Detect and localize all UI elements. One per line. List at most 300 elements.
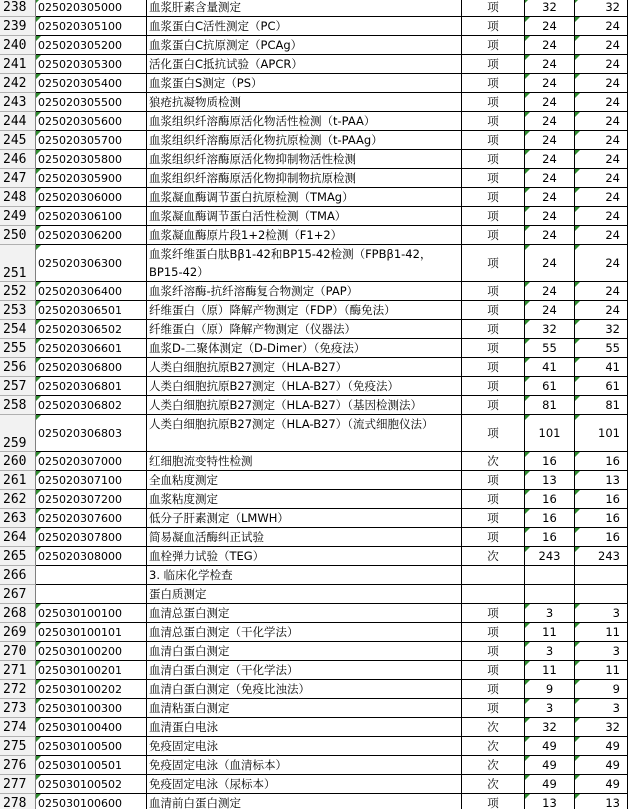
item-name-cell-text: 活化蛋白C抵抗试验（APCR） [149,57,303,71]
item-name-cell[interactable] [147,775,462,794]
item-name-cell[interactable] [147,0,462,17]
unit-cell[interactable] [462,794,525,809]
price-cell[interactable] [525,169,575,188]
item-name-cell[interactable] [147,358,462,377]
price-cell[interactable] [525,93,575,112]
price-cell[interactable] [575,320,628,339]
item-code-cell-text: 025020306000 [38,190,122,204]
price-cell[interactable] [525,377,575,396]
price-cell[interactable] [525,452,575,471]
item-code-cell[interactable] [36,623,147,642]
price-cell[interactable] [575,0,628,17]
unit-cell[interactable] [462,528,525,547]
table-row [0,794,628,809]
price-cell[interactable] [575,528,628,547]
row-number[interactable] [0,775,36,794]
item-name-cell[interactable] [147,547,462,566]
price-cell[interactable] [575,471,628,490]
item-name-cell-text: 血浆蛋白C抗原测定（PCAg） [149,38,303,52]
item-code-cell-text: 025020306802 [38,398,122,412]
item-code-cell-text: 025020305500 [38,95,122,109]
price-cell[interactable] [575,245,628,282]
item-code-cell[interactable] [36,699,147,718]
row-number[interactable] [0,699,36,718]
price-cell[interactable] [525,0,575,17]
price-cell[interactable] [525,547,575,566]
price-cell-text: 32 [605,720,620,734]
row-number[interactable] [0,339,36,358]
item-name-cell[interactable] [147,509,462,528]
row-number[interactable] [0,169,36,188]
item-code-cell[interactable] [36,339,147,358]
item-code-cell[interactable] [36,0,147,17]
unit-cell[interactable] [462,320,525,339]
price-cell[interactable] [525,320,575,339]
row-number[interactable] [0,623,36,642]
item-code-cell[interactable] [36,358,147,377]
row-number[interactable] [0,794,36,809]
price-cell[interactable] [575,74,628,93]
price-cell[interactable] [525,207,575,226]
item-code-cell[interactable] [36,528,147,547]
price-cell[interactable] [575,339,628,358]
row-number-text: 262 [3,491,27,507]
item-name-cell-text: 血浆纤溶酶-抗纤溶酶复合物测定（PAP） [149,284,359,298]
item-name-cell[interactable] [147,74,462,93]
item-name-cell[interactable] [147,320,462,339]
row-number-text: 268 [3,605,27,621]
row-number[interactable] [0,585,36,604]
row-number[interactable] [0,509,36,528]
price-cell[interactable] [525,396,575,415]
row-number[interactable] [0,661,36,680]
unit-cell[interactable] [462,547,525,566]
item-name-cell[interactable] [147,528,462,547]
price-cell[interactable] [525,528,575,547]
item-code-cell[interactable] [36,642,147,661]
price-cell[interactable] [525,112,575,131]
unit-cell[interactable] [462,207,525,226]
item-code-cell[interactable] [36,490,147,509]
price-cell[interactable] [575,566,628,585]
unit-cell[interactable] [462,756,525,775]
row-number[interactable] [0,566,36,585]
item-code-cell[interactable] [36,737,147,756]
row-number-text: 270 [3,643,27,659]
item-name-cell[interactable] [147,245,462,282]
item-code-cell-text: 025020305600 [38,114,122,128]
item-code-cell-text: 025020308000 [38,549,122,563]
item-code-cell[interactable] [36,188,147,207]
item-name-cell-text: 血清总蛋白测定 [149,606,230,620]
row-number[interactable] [0,36,36,55]
unit-cell[interactable] [462,36,525,55]
table-row [0,150,628,169]
item-name-cell[interactable] [147,471,462,490]
item-code-cell[interactable] [36,509,147,528]
price-cell[interactable] [575,169,628,188]
item-name-cell[interactable] [147,17,462,36]
price-cell-text: 49 [542,739,557,753]
item-code-cell[interactable] [36,775,147,794]
row-number[interactable] [0,737,36,756]
row-number[interactable] [0,226,36,245]
price-cell[interactable] [575,547,628,566]
price-cell[interactable] [575,358,628,377]
item-code-cell[interactable] [36,585,147,604]
table-row [0,226,628,245]
unit-cell[interactable] [462,93,525,112]
item-code-cell[interactable] [36,756,147,775]
item-code-cell[interactable] [36,566,147,585]
price-cell[interactable] [575,55,628,74]
item-name-cell[interactable] [147,661,462,680]
table-row [0,528,628,547]
item-code-cell[interactable] [36,471,147,490]
price-cell[interactable] [525,661,575,680]
price-cell[interactable] [575,718,628,737]
item-code-cell[interactable] [36,282,147,301]
item-name-cell[interactable] [147,794,462,809]
unit-cell[interactable] [462,74,525,93]
price-cell-text: 24 [605,57,620,71]
price-cell-text: 32 [542,720,557,734]
unit-cell[interactable] [462,17,525,36]
item-code-cell-text: 025030100400 [38,720,122,734]
price-cell[interactable] [575,699,628,718]
unit-cell[interactable] [462,377,525,396]
price-cell[interactable] [575,680,628,699]
row-number[interactable] [0,207,36,226]
item-code-cell[interactable] [36,604,147,623]
price-cell[interactable] [525,794,575,809]
item-code-cell[interactable] [36,547,147,566]
row-number[interactable] [0,112,36,131]
price-cell-text: 16 [605,530,620,544]
unit-cell[interactable] [462,699,525,718]
item-code-cell[interactable] [36,794,147,809]
unit-cell-text: 项 [487,209,499,223]
item-code-cell[interactable] [36,93,147,112]
unit-cell[interactable] [462,452,525,471]
item-name-cell[interactable] [147,585,462,604]
unit-cell[interactable] [462,471,525,490]
row-number[interactable] [0,282,36,301]
item-name-cell[interactable] [147,396,462,415]
item-code-cell[interactable] [36,661,147,680]
row-number-text: 243 [3,94,27,110]
item-name-cell[interactable] [147,490,462,509]
price-cell[interactable] [525,55,575,74]
price-cell-text: 16 [542,492,557,506]
item-code-cell[interactable] [36,150,147,169]
item-name-cell[interactable] [147,282,462,301]
unit-cell[interactable] [462,585,525,604]
row-number[interactable] [0,55,36,74]
price-cell[interactable] [525,490,575,509]
price-cell[interactable] [525,301,575,320]
item-code-cell-text: 025020306300 [38,256,122,270]
row-number[interactable] [0,756,36,775]
price-cell-text: 243 [538,549,561,563]
item-code-cell[interactable] [36,320,147,339]
item-code-cell[interactable] [36,131,147,150]
item-name-cell[interactable] [147,756,462,775]
price-cell[interactable] [575,226,628,245]
price-cell[interactable] [525,74,575,93]
row-number-text: 275 [3,738,27,754]
price-cell[interactable] [525,131,575,150]
item-name-cell[interactable] [147,93,462,112]
price-cell[interactable] [575,775,628,794]
unit-cell-text: 项 [487,95,499,109]
item-name-cell[interactable] [147,112,462,131]
price-cell[interactable] [575,93,628,112]
item-code-cell[interactable] [36,680,147,699]
row-number[interactable] [0,74,36,93]
unit-cell[interactable] [462,131,525,150]
unit-cell[interactable] [462,339,525,358]
item-name-cell[interactable] [147,377,462,396]
item-name-cell[interactable] [147,131,462,150]
unit-cell[interactable] [462,509,525,528]
price-cell[interactable] [525,188,575,207]
price-cell[interactable] [525,756,575,775]
row-number[interactable] [0,131,36,150]
item-code-cell[interactable] [36,718,147,737]
price-cell-text: 13 [605,796,620,809]
price-cell[interactable] [575,509,628,528]
item-name-cell[interactable] [147,415,462,452]
unit-cell[interactable] [462,245,525,282]
unit-cell-text: 项 [487,606,499,620]
row-number[interactable] [0,642,36,661]
item-code-cell-text: 025020307000 [38,454,122,468]
item-name-cell[interactable] [147,55,462,74]
unit-cell[interactable] [462,188,525,207]
item-code-cell-text: 025020306800 [38,360,122,374]
table-row [0,245,628,282]
unit-cell[interactable] [462,112,525,131]
price-cell[interactable] [575,490,628,509]
unit-cell[interactable] [462,358,525,377]
unit-cell[interactable] [462,604,525,623]
price-cell-text: 24 [605,76,620,90]
row-number[interactable] [0,358,36,377]
price-cell[interactable] [525,150,575,169]
price-cell[interactable] [575,642,628,661]
unit-cell[interactable] [462,55,525,74]
price-cell[interactable] [525,339,575,358]
row-number[interactable] [0,150,36,169]
row-number[interactable] [0,301,36,320]
unit-cell[interactable] [462,680,525,699]
item-code-cell[interactable] [36,396,147,415]
item-code-cell[interactable] [36,301,147,320]
row-number[interactable] [0,17,36,36]
table-row [0,339,628,358]
price-cell[interactable] [525,566,575,585]
table-row [0,718,628,737]
price-cell-text: 24 [605,171,620,185]
row-number[interactable] [0,490,36,509]
row-number-text: 249 [3,208,27,224]
item-name-cell[interactable] [147,680,462,699]
price-cell[interactable] [575,207,628,226]
price-cell[interactable] [575,301,628,320]
item-name-cell[interactable] [147,642,462,661]
price-cell[interactable] [525,642,575,661]
price-cell[interactable] [575,36,628,55]
price-cell[interactable] [575,585,628,604]
row-number-text: 252 [3,283,27,299]
row-number[interactable] [0,93,36,112]
price-cell[interactable] [525,604,575,623]
item-code-cell[interactable] [36,245,147,282]
price-cell[interactable] [525,775,575,794]
item-code-cell-text: 025020306801 [38,379,122,393]
item-name-cell[interactable] [147,301,462,320]
item-code-cell-text: 025020305000 [38,0,122,14]
unit-cell[interactable] [462,737,525,756]
unit-cell[interactable] [462,490,525,509]
row-number[interactable] [0,396,36,415]
row-number[interactable] [0,415,36,452]
item-code-cell[interactable] [36,17,147,36]
row-number[interactable] [0,471,36,490]
row-number[interactable] [0,528,36,547]
price-cell[interactable] [575,282,628,301]
item-code-cell[interactable] [36,452,147,471]
unit-cell-text: 项 [487,57,499,71]
price-cell[interactable] [525,623,575,642]
price-cell[interactable] [575,604,628,623]
item-name-cell[interactable] [147,150,462,169]
item-code-cell[interactable] [36,112,147,131]
price-cell[interactable] [525,17,575,36]
price-cell[interactable] [575,623,628,642]
item-name-cell[interactable] [147,737,462,756]
price-cell[interactable] [525,358,575,377]
item-name-cell[interactable] [147,226,462,245]
item-name-cell[interactable] [147,339,462,358]
price-cell[interactable] [575,188,628,207]
unit-cell[interactable] [462,642,525,661]
item-code-cell[interactable] [36,377,147,396]
price-cell[interactable] [525,36,575,55]
price-cell[interactable] [575,396,628,415]
unit-cell[interactable] [462,396,525,415]
price-cell[interactable] [575,150,628,169]
item-name-cell[interactable] [147,566,462,585]
row-number[interactable] [0,245,36,282]
row-number[interactable] [0,188,36,207]
price-cell-text: 49 [542,777,557,791]
row-number[interactable] [0,320,36,339]
price-cell[interactable] [575,737,628,756]
price-cell[interactable] [525,585,575,604]
price-cell[interactable] [575,415,628,452]
price-cell[interactable] [525,680,575,699]
table-row [0,358,628,377]
price-cell[interactable] [525,282,575,301]
unit-cell[interactable] [462,150,525,169]
price-cell[interactable] [525,415,575,452]
price-cell[interactable] [525,245,575,282]
row-number[interactable] [0,547,36,566]
unit-cell[interactable] [462,282,525,301]
row-number[interactable] [0,718,36,737]
row-number[interactable] [0,377,36,396]
unit-cell[interactable] [462,661,525,680]
unit-cell[interactable] [462,226,525,245]
item-code-cell[interactable] [36,36,147,55]
unit-cell[interactable] [462,775,525,794]
item-name-cell-text: 血浆蛋白S测定（PS） [149,76,263,90]
price-cell[interactable] [575,377,628,396]
price-cell[interactable] [575,756,628,775]
table-row [0,415,628,452]
item-name-cell[interactable] [147,452,462,471]
item-name-cell-text: 3. 临床化学检查 [149,568,233,582]
unit-cell[interactable] [462,623,525,642]
item-code-cell[interactable] [36,169,147,188]
price-cell[interactable] [525,699,575,718]
price-cell[interactable] [575,112,628,131]
price-cell-text: 24 [605,284,620,298]
item-name-cell[interactable] [147,718,462,737]
price-cell-text: 3 [612,701,620,715]
item-code-cell[interactable] [36,74,147,93]
row-number[interactable] [0,680,36,699]
item-name-cell[interactable] [147,207,462,226]
item-name-cell[interactable] [147,169,462,188]
price-cell[interactable] [575,794,628,809]
item-name-cell[interactable] [147,188,462,207]
price-cell[interactable] [525,718,575,737]
price-cell[interactable] [575,452,628,471]
price-cell[interactable] [525,737,575,756]
row-number[interactable] [0,452,36,471]
row-number-text: 272 [3,681,27,697]
unit-cell[interactable] [462,301,525,320]
price-cell[interactable] [525,226,575,245]
item-name-cell[interactable] [147,36,462,55]
item-code-cell[interactable] [36,226,147,245]
unit-cell[interactable] [462,169,525,188]
item-code-cell[interactable] [36,55,147,74]
unit-cell-text: 项 [487,663,499,677]
unit-cell-text: 项 [487,398,499,412]
item-code-cell[interactable] [36,207,147,226]
row-number[interactable] [0,604,36,623]
unit-cell[interactable] [462,718,525,737]
item-name-cell[interactable] [147,623,462,642]
unit-cell[interactable] [462,566,525,585]
table-row [0,699,628,718]
price-cell[interactable] [575,17,628,36]
item-name-cell[interactable] [147,604,462,623]
unit-cell[interactable] [462,0,525,17]
price-cell[interactable] [575,131,628,150]
unit-cell[interactable] [462,415,525,452]
row-number[interactable] [0,0,36,17]
price-cell[interactable] [575,661,628,680]
price-cell[interactable] [525,509,575,528]
price-cell[interactable] [525,471,575,490]
item-code-cell[interactable] [36,415,147,452]
item-name-cell[interactable] [147,699,462,718]
